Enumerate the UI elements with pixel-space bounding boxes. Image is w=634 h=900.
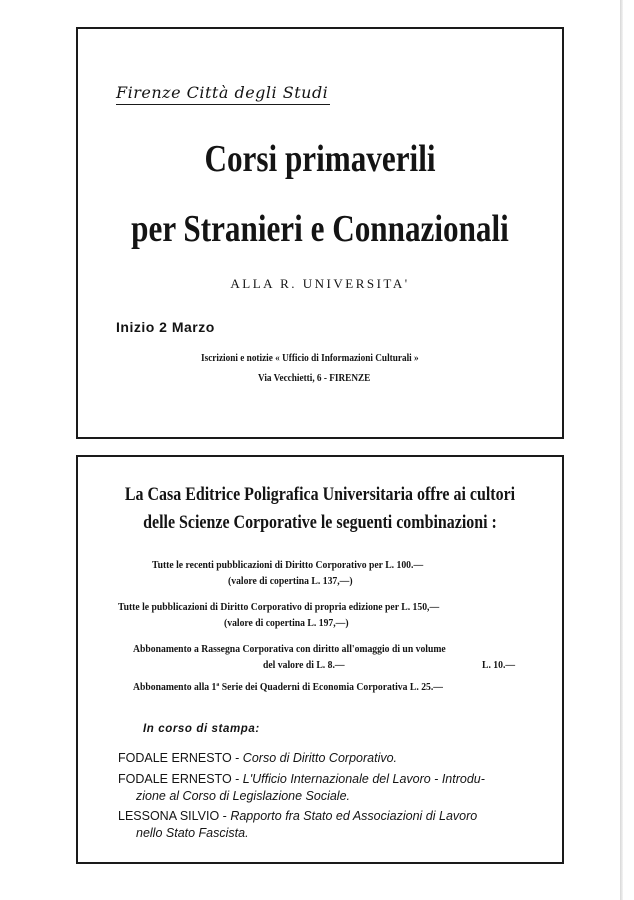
notice-heading: Firenze Città degli Studi	[116, 83, 330, 105]
offer-3-line1: Abbonamento a Rassegna Corporativa con diritto all'omaggio di un volume	[133, 643, 446, 655]
course-notice-box	[76, 27, 564, 439]
offer-heading-line1: La Casa Editrice Poligrafica Universitaria offre ai cultori	[124, 484, 516, 505]
publication-2-title-cont: zione al Corso di Legislazione Sociale.	[136, 789, 351, 803]
publication-3: LESSONA SILVIO - Rapporto fra Stato ed Associazioni di Lavoro	[118, 809, 478, 823]
offer-1-line2: (valore di copertina L. 137,—)	[228, 575, 353, 587]
publication-3-title: Rapporto fra Stato ed Associazioni di Lavoro	[230, 809, 478, 823]
publication-1: FODALE ERNESTO - Corso di Diritto Corporativo.	[118, 751, 398, 765]
publication-1-title: Corso di Diritto Corporativo.	[242, 751, 398, 765]
publisher-offer-box	[76, 455, 564, 864]
notice-title-line1: Corsi primaverili	[204, 138, 436, 180]
offer-2-line1: Tutte le pubblicazioni di Diritto Corporativo di propria edizione per L. 150,—	[118, 601, 440, 613]
publication-3-author: LESSONA SILVIO	[118, 809, 220, 823]
offer-heading-line2: delle Scienze Corporative le seguenti combinazioni :	[143, 512, 497, 533]
offer-3-price: L. 10.—	[482, 659, 516, 671]
start-date: Inizio 2 Marzo	[116, 319, 215, 335]
publication-2-author: FODALE ERNESTO	[118, 772, 232, 786]
page-edge	[620, 0, 623, 900]
publication-1-author: FODALE ERNESTO	[118, 751, 232, 765]
publication-2: FODALE ERNESTO - L'Ufficio Internazionale del Lavoro - Introdu-	[118, 772, 485, 786]
in-press-label: In corso di stampa:	[143, 723, 260, 735]
university-line: ALLA R. UNIVERSITA'	[230, 276, 410, 291]
publication-3-title-cont: nello Stato Fascista.	[136, 826, 249, 840]
notice-title-line2: per Stranieri e Connazionali	[131, 208, 509, 250]
publication-2-title: L'Ufficio Internazionale del Lavoro - Introdu-	[242, 772, 485, 786]
offer-3-line2: del valore di L. 8.—	[263, 659, 345, 671]
offer-2-line2: (valore di copertina L. 197,—)	[224, 617, 349, 629]
offer-1-line1: Tutte le recenti pubblicazioni di Diritto Corporativo per L. 100.—	[152, 559, 424, 571]
info-line2: Via Vecchietti, 6 - FIRENZE	[258, 373, 371, 384]
offer-4-line1: Abbonamento alla 1ª Serie dei Quaderni di Economia Corporativa L. 25.—	[133, 681, 443, 693]
info-line1: Iscrizioni e notizie « Ufficio di Informazioni Culturali »	[201, 353, 419, 364]
